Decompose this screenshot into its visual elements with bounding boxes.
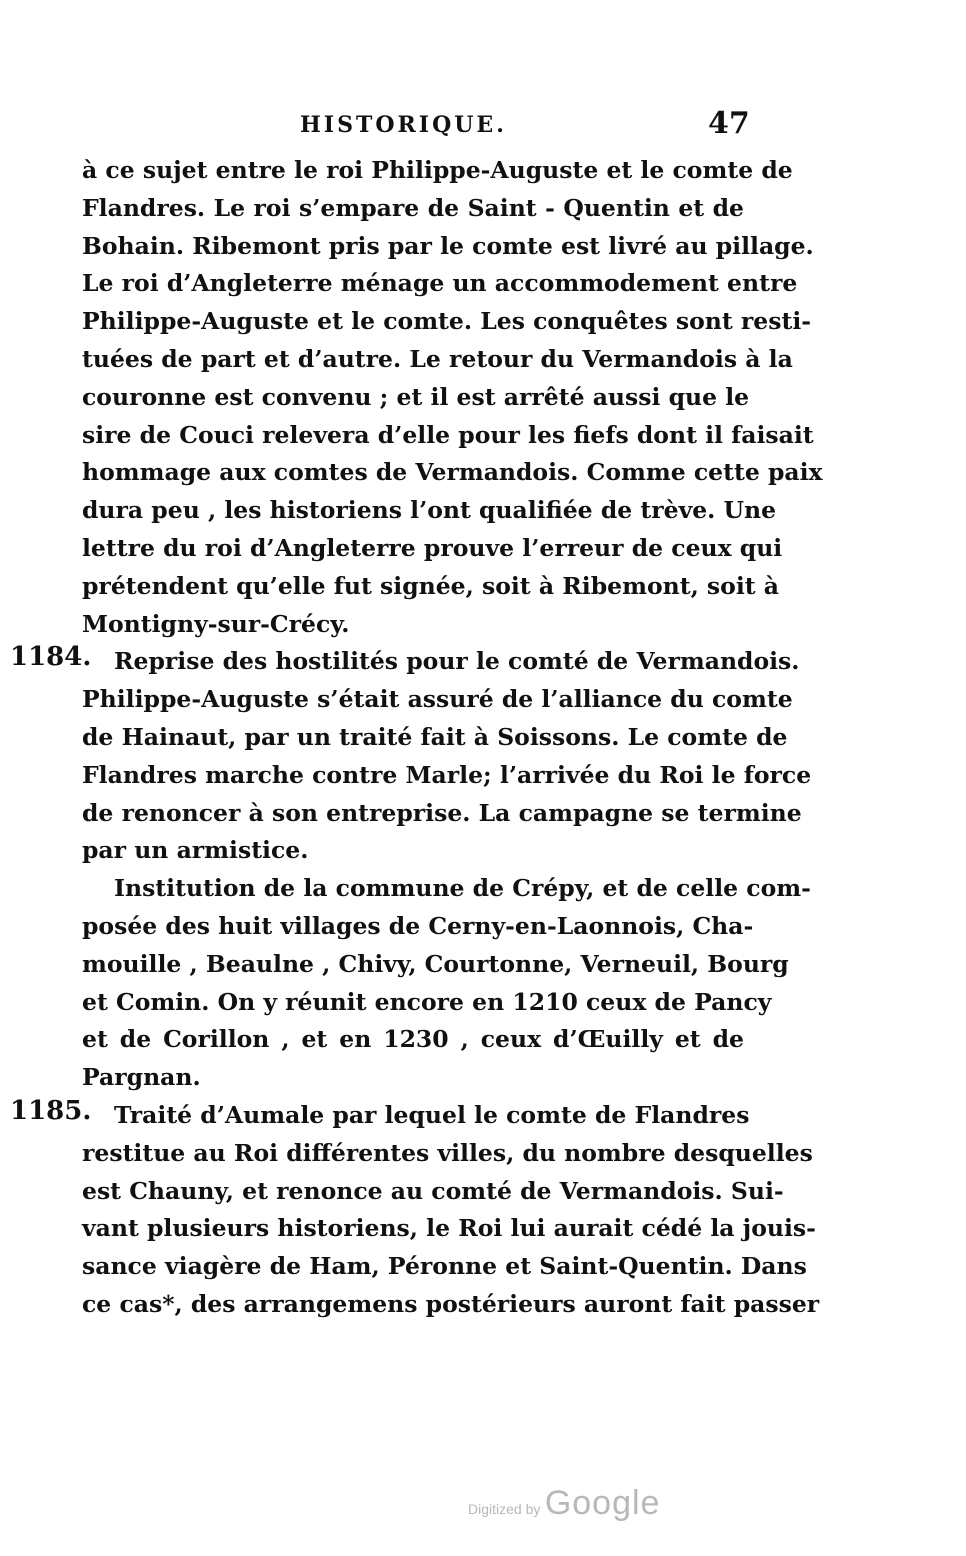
text-line: Flandres. Le roi s’empare de Saint - Quentin et de bbox=[82, 193, 744, 222]
text-line: de Hainaut, par un traité fait à Soissons. Le comte de bbox=[82, 722, 788, 751]
text-line: Montigny-sur-Crécy. bbox=[82, 609, 350, 638]
text-line: Traité d’Aumale par lequel le comte de Flandres bbox=[114, 1100, 750, 1129]
text-line: tuées de part et d’autre. Le retour du Vermandois à la bbox=[82, 344, 793, 373]
text-line: et Comin. On y réunit encore en 1210 ceux de Pancy bbox=[82, 987, 772, 1016]
text-line: Philippe-Auguste s’était assuré de l’alliance du comte bbox=[82, 685, 793, 714]
digitization-watermark bbox=[468, 1484, 660, 1523]
running-title: HISTORIQUE. bbox=[300, 112, 507, 138]
page-number: 47 bbox=[708, 106, 750, 141]
text-line: de renoncer à son entreprise. La campagne se termine bbox=[82, 798, 802, 827]
text-line: Flandres marche contre Marle; l’arrivée du Roi le force bbox=[82, 760, 812, 789]
margin-year: 1184. bbox=[10, 642, 92, 673]
text-line: Philippe-Auguste et le comte. Les conquêtes sont resti- bbox=[82, 307, 811, 336]
text-line: Institution de la commune de Crépy, et de celle com- bbox=[114, 874, 811, 903]
text-line: dura peu , les historiens l’ont qualifiée de trève. Une bbox=[82, 496, 777, 525]
text-line: mouille , Beaulne , Chivy, Courtonne, Verneuil, Bourg bbox=[82, 949, 789, 978]
text-line: hommage aux comtes de Vermandois. Comme cette paix bbox=[82, 458, 823, 487]
text-line: lettre du roi d’Angleterre prouve l’erreur de ceux qui bbox=[82, 533, 783, 562]
text-line: Reprise des hostilités pour le comté de Vermandois. bbox=[114, 647, 800, 676]
text-line: Le roi d’Angleterre ménage un accommodement entre bbox=[82, 269, 798, 298]
text-line: Pargnan. bbox=[82, 1063, 201, 1092]
text-line: Bohain. Ribemont pris par le comte est livré au pillage. bbox=[82, 231, 814, 260]
text-line: et de Corillon , et en 1230 , ceux d’Œuilly et de bbox=[82, 1025, 744, 1054]
text-line: à ce sujet entre le roi Philippe-Auguste et le comte de bbox=[82, 156, 793, 184]
text-line: posée des huit villages de Cerny-en-Laonnois, Cha- bbox=[82, 911, 754, 940]
google-logo: Google bbox=[544, 1484, 661, 1522]
text-line: restitue au Roi différentes villes, du nombre desquelles bbox=[82, 1138, 813, 1167]
text-line: sance viagère de Ham, Péronne et Saint-Quentin. Dans bbox=[82, 1252, 807, 1281]
text-line: prétendent qu’elle fut signée, soit à Ribemont, soit à bbox=[82, 571, 780, 600]
margin-year: 1185. bbox=[10, 1096, 92, 1126]
text-line: vant plusieurs historiens, le Roi lui aurait cédé la jouis- bbox=[82, 1214, 816, 1243]
text-line: ce cas*, des arrangemens postérieurs auront fait passer bbox=[82, 1289, 820, 1318]
body-text bbox=[82, 152, 823, 1324]
text-line: sire de Couci relevera d’elle pour les fiefs dont il faisait bbox=[82, 420, 814, 449]
text-line: couronne est convenu ; et il est arrêté aussi que le bbox=[82, 382, 750, 411]
text-line: par un armistice. bbox=[82, 836, 309, 865]
digitized-label: Digitized by bbox=[468, 1501, 541, 1517]
text-line: est Chauny, et renonce au comté de Vermandois. Sui- bbox=[82, 1176, 784, 1205]
